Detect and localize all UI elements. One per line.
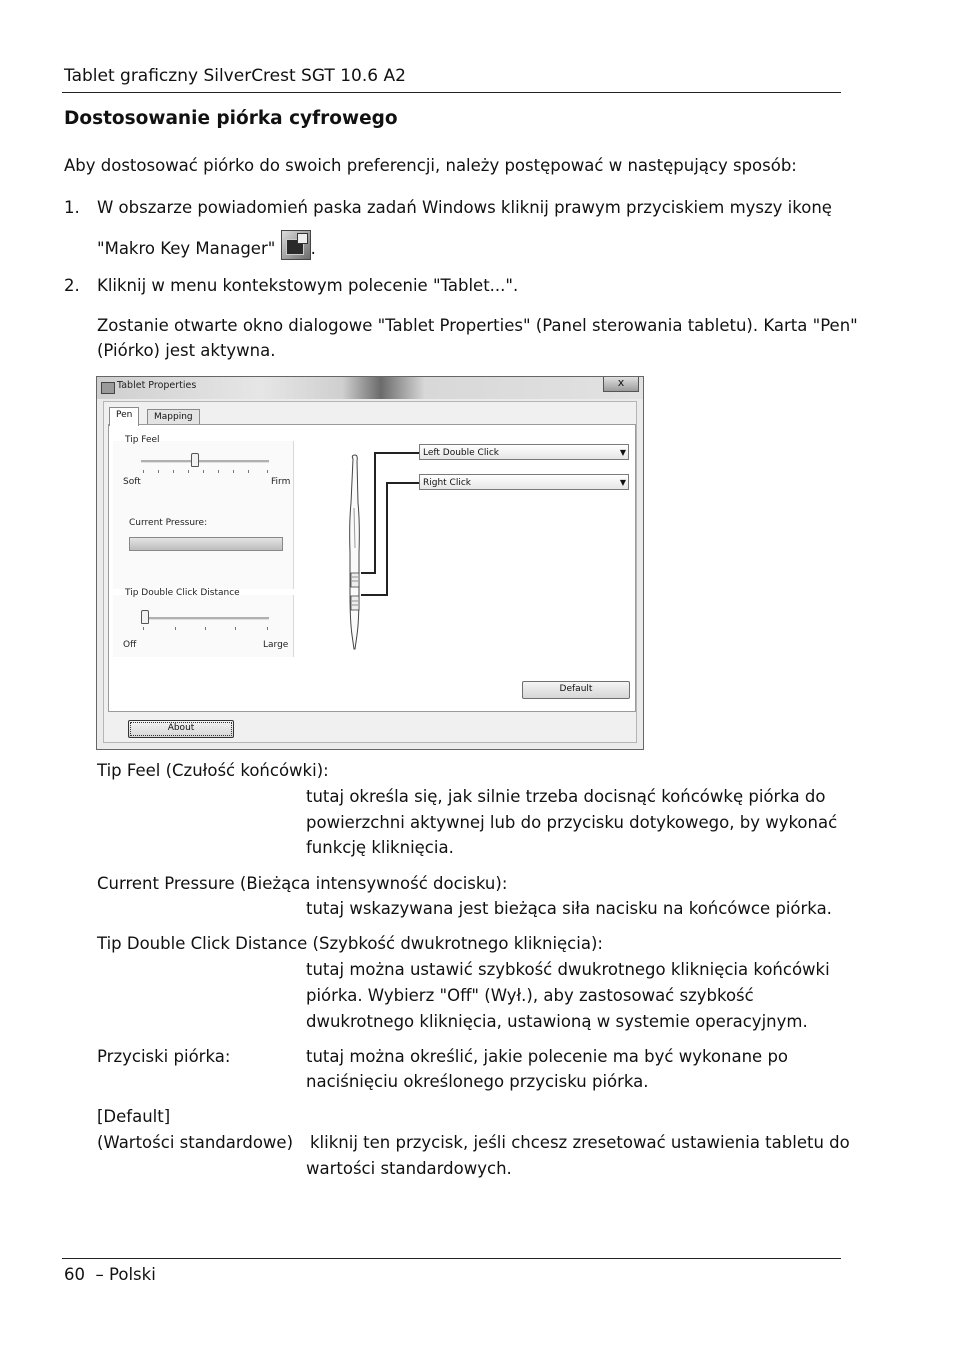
term-tip-feel: Tip Feel (Czułość końcówki): <box>97 761 329 780</box>
tick <box>248 470 249 473</box>
tick <box>235 627 236 630</box>
tab-pen[interactable]: Pen <box>109 407 139 426</box>
header-rule <box>62 92 841 93</box>
double-click-track <box>141 617 269 620</box>
double-click-min-label: Off <box>123 640 137 650</box>
step-1-line2 <box>97 230 316 262</box>
desc-tip-feel-1: tutaj określa się, jak silnie trzeba docisnąć końcówkę piórka do <box>306 787 826 806</box>
desc-double-click-1: tutaj można ustawić szybkość dwukrotnego kliknięcia końcówki <box>306 960 830 979</box>
step-1-line1: W obszarze powiadomień paska zadań Windows kliknij prawym przyciskiem myszy ikonę <box>97 198 832 217</box>
desc-current-pressure-1: tutaj wskazywana jest bieżąca siła nacisku na końcówce piórka. <box>306 899 832 918</box>
step-1-number: 1. <box>64 198 80 217</box>
current-pressure-bar <box>129 537 283 551</box>
chevron-down-icon: ▼ <box>619 478 626 487</box>
dialog-intro-line1: Zostanie otwarte okno dialogowe "Tablet Properties" (Panel sterowania tabletu). Karta "Pen" <box>97 316 858 335</box>
desc-pen-buttons-1: tutaj można określić, jakie polecenie ma być wykonane po <box>306 1047 789 1066</box>
lower-button-value: Right Click <box>423 478 472 488</box>
tick <box>143 470 144 473</box>
running-header: Tablet graficzny SilverCrest SGT 10.6 A2 <box>64 66 406 86</box>
tab-mapping[interactable]: Mapping <box>147 409 200 426</box>
upper-button-value: Left Double Click <box>423 448 499 458</box>
desc-tip-feel-2: powierzchni aktywnej lub do przycisku dotykowego, by wykonać <box>306 813 838 832</box>
tick <box>158 470 159 473</box>
desc-tip-feel-3: funkcję kliknięcia. <box>306 838 454 857</box>
button-leader-lines <box>359 445 423 605</box>
tick <box>175 627 176 630</box>
tip-feel-slider-thumb[interactable] <box>191 453 199 467</box>
tick <box>188 470 189 473</box>
term-default-translation: (Wartości standardowe) <box>97 1133 294 1152</box>
tick <box>173 470 174 473</box>
dialog-client <box>103 401 637 743</box>
double-click-max-label: Large <box>263 640 289 650</box>
term-current-pressure: Current Pressure (Bieżąca intensywność docisku): <box>97 874 508 893</box>
page-number: 60 <box>64 1265 85 1284</box>
tick <box>267 627 268 630</box>
step-1-app-name: "Makro Key Manager" <box>97 239 276 258</box>
footer-separator: – <box>95 1265 104 1284</box>
dialog-titlebar <box>97 377 643 399</box>
default-button[interactable]: Default <box>522 681 630 699</box>
makro-key-manager-icon <box>281 230 311 260</box>
tick <box>143 627 144 630</box>
step-2-number: 2. <box>64 276 80 295</box>
dialog-intro-line2: (Piórko) jest aktywna. <box>97 341 276 360</box>
current-pressure-label: Current Pressure: <box>129 518 208 528</box>
tip-feel-track <box>141 460 269 463</box>
tip-feel-max-label: Firm <box>271 477 291 487</box>
step-1-period: . <box>310 239 316 258</box>
section-heading: Dostosowanie piórka cyfrowego <box>64 108 398 129</box>
footer-rule <box>62 1258 841 1259</box>
desc-double-click-2: piórka. Wybierz "Off" (Wył.), aby zastosować szybkość <box>306 986 754 1005</box>
chevron-down-icon: ▼ <box>619 448 626 457</box>
footer-language: Polski <box>109 1265 156 1284</box>
tip-feel-min-label: Soft <box>123 477 141 487</box>
desc-pen-buttons-2: naciśnięciu określonego przycisku piórka. <box>306 1072 649 1091</box>
tick <box>233 470 234 473</box>
about-button[interactable]: About <box>128 720 234 738</box>
tip-feel-label: Tip Feel <box>125 435 160 445</box>
tick <box>267 470 268 473</box>
desc-double-click-3: dwukrotnego kliknięcia, ustawioną w systemie operacyjnym. <box>306 1012 808 1031</box>
double-click-slider-thumb[interactable] <box>141 610 149 624</box>
pen-tab-panel <box>108 424 636 712</box>
upper-button-select[interactable] <box>419 444 629 460</box>
tick <box>205 627 206 630</box>
term-default: [Default] <box>97 1107 171 1126</box>
tablet-app-icon <box>101 382 115 394</box>
dialog-title: Tablet Properties <box>117 380 197 391</box>
tick <box>203 470 204 473</box>
lower-button-select[interactable] <box>419 474 629 490</box>
intro-paragraph: Aby dostosować piórko do swoich preferencji, należy postępować w następujący sposób: <box>64 156 797 175</box>
desc-default-1: kliknij ten przycisk, jeśli chcesz zresetować ustawienia tabletu do <box>310 1133 850 1152</box>
term-pen-buttons: Przyciski piórka: <box>97 1047 231 1066</box>
desc-default-2: wartości standardowych. <box>306 1159 512 1178</box>
close-button[interactable]: x <box>603 377 639 392</box>
tip-feel-group <box>113 441 294 505</box>
term-tip-double-click: Tip Double Click Distance (Szybkość dwukrotnego kliknięcia): <box>97 934 603 953</box>
step-2-text: Kliknij w menu kontekstowym polecenie "Tablet...". <box>97 276 519 295</box>
page-footer <box>64 1262 156 1288</box>
tablet-properties-dialog <box>96 376 644 750</box>
tip-double-click-label: Tip Double Click Distance <box>125 588 240 598</box>
tick <box>218 470 219 473</box>
